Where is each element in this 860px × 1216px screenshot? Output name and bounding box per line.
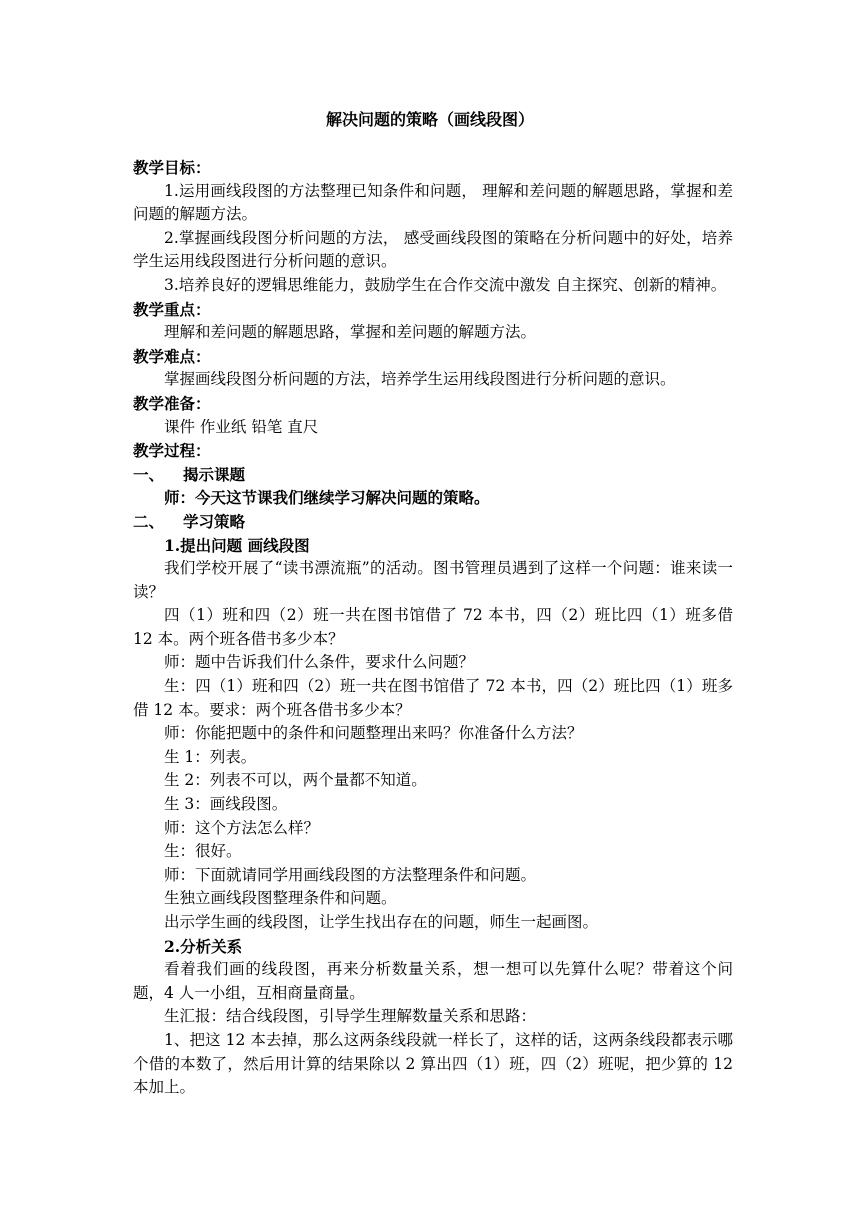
difficulty-text: 掌握画线段图分析问题的方法，培养学生运用线段图进行分析问题的意识。	[164, 370, 676, 389]
subsection-2-title: 2.分析关系	[164, 936, 243, 956]
section-2-heading	[133, 510, 733, 534]
section-2-number: 二、	[133, 511, 165, 531]
paragraph: 生 2：列表不可以，两个量都不知道。	[164, 771, 427, 790]
document-body	[133, 156, 733, 1100]
key-point-heading: 教学重点：	[133, 299, 211, 319]
paragraph: 师：题中告诉我们什么条件，要求什么问题？	[164, 653, 475, 672]
paragraph: 1、把这 12 本去掉，那么这两条线段就一样长了，这样的话，这两条线段都表示哪个借的本数了，然后用计算的结果除以 2 算出四（1）班，四（2）班呢，把少算的 12 本加上。	[133, 1030, 733, 1097]
section-2-title: 学习策略	[183, 511, 246, 531]
objective-item: 3.培养良好的逻辑思维能力，鼓励学生在合作交流中激发 自主探究、创新的精神。	[164, 275, 727, 294]
paragraph: 我们学校开展了“读书漂流瓶”的活动。图书管理员遇到了这样一个问题：谁来读一读？	[133, 559, 733, 601]
paragraph: 生汇报：结合线段图，引导学生理解数量关系和思路：	[164, 1007, 537, 1026]
paragraph: 生：很好。	[164, 842, 242, 861]
paragraph: 师：你能把题中的条件和问题整理出来吗？你准备什么方法？	[164, 724, 583, 743]
section-1-number: 一、	[133, 464, 165, 484]
preparation-heading: 教学准备：	[133, 393, 211, 413]
key-point-text: 理解和差问题的解题思路，掌握和差问题的解题方法。	[164, 323, 537, 342]
section-1-heading	[133, 463, 733, 487]
objective-item: 2.掌握画线段图分析问题的方法， 感受画线段图的策略在分析问题中的好处，培养学生运用线段图进行分析问题的意识。	[133, 228, 733, 271]
paragraph: 四（1）班和四（2）班一共在图书馆借了 72 本书，四（2）班比四（1）班多借 12 本。两个班各借书多少本？	[133, 606, 733, 648]
paragraph: 师：下面就请同学用画线段图的方法整理条件和问题。	[164, 865, 537, 884]
subsection-1-title: 1.提出问题 画线段图	[164, 535, 310, 555]
document-title: 解决问题的策略（画线段图）	[325, 110, 534, 129]
section-1-line: 师：今天这节课我们继续学习解决问题的策略。	[164, 488, 490, 508]
paragraph: 生：四（1）班和四（2）班一共在图书馆借了 72 本书，四（2）班比四（1）班多借 12 本。要求：两个班各借书多少本？	[133, 677, 733, 719]
objectives-heading: 教学目标：	[133, 158, 211, 177]
paragraph: 看着我们画的线段图，再来分析数量关系，想一想可以先算什么呢？带着这个问题，4 人一小组，互相商量商量。	[133, 960, 733, 1002]
process-heading: 教学过程：	[133, 441, 211, 461]
preparation-text: 课件 作业纸 铅笔 直尺	[164, 417, 319, 436]
paragraph: 生独立画线段图整理条件和问题。	[164, 889, 397, 908]
paragraph: 出示学生画的线段图，让学生找出存在的问题，师生一起画图。	[164, 913, 599, 931]
paragraph: 师：这个方法怎么样？	[164, 818, 320, 837]
objective-item: 1.运用画线段图的方法整理已知条件和问题， 理解和差问题的解题思路，掌握和差问题的解题方法。	[133, 181, 733, 224]
paragraph: 生 1：列表。	[164, 747, 257, 766]
section-1-title: 揭示课题	[183, 464, 246, 484]
paragraph: 生 3：画线段图。	[164, 795, 288, 814]
difficulty-heading: 教学难点：	[133, 346, 211, 366]
